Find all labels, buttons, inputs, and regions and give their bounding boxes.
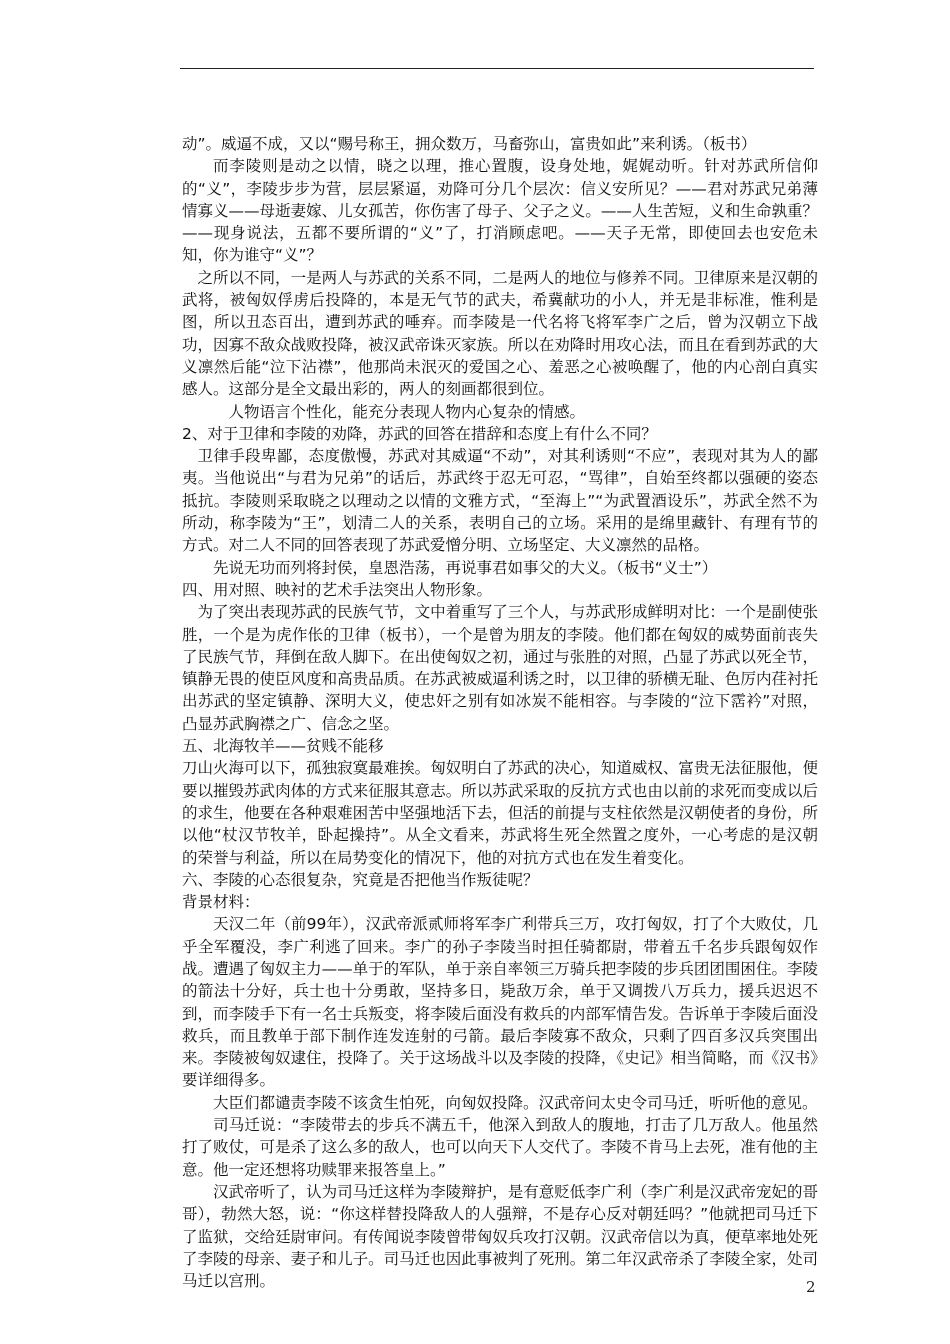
section-heading: 四、用对照、映衬的艺术手法突出人物形象。 [182,580,493,599]
background-label: 背景材料： [182,893,260,912]
paragraph: 动”。威逼不成，又以“赐号称王，拥众数万，马畜弥山，富贵如此”来利诱。（板书） [182,135,757,153]
paragraph: 汉武帝听了，认为司马迁这样为李陵辩护，是有意贬低李广利（李广利是汉武帝宠妃的哥哥），勃然大怒，说：“你这样替投降敌人的人强辩，不是存心反对朝廷吗？”他就把司马迁下了监狱，交给廷尉审问。有传闻说李陵曾带匈奴兵攻打汉朝。汉武帝信以为真，便草率地处死了李陵的母亲、妻子和儿子。司马迁也因此事被判了死刑。第二年汉武帝杀了李陵全家，处司马迁以宫刑。 [182,1182,818,1291]
page-number: 2 [806,1278,816,1296]
section-heading: 五、北海牧羊——贫贱不能移 [182,737,384,756]
question-heading: 2、对于卫律和李陵的劝降，苏武的回答在措辞和态度上有什么不同？ [182,424,657,443]
paragraph: 之所以不同，一是两人与苏武的关系不同，二是两人的地位与修养不同。卫律原来是汉朝的武将，被匈奴俘虏后投降的，本是无气节的武夫，希冀献功的小人，并无是非标准，惟利是图，所以丑态百出，遭到苏武的唾弃。而李陵是一代名将飞将军李广之后，曾为汉朝立下战功，因寡不敌众战败投降，被汉武帝诛灭家族。所以在劝降时用攻心法，而且在看到苏武的大义凛然后能“泣下沾襟”，他那尚未泯灭的爱国之心、羞恶之心被唤醒了，他的内心剖白真实感人。这部分是全文最出彩的，两人的刻画都很到位。 [182,268,818,399]
paragraph: 大臣们都谴责李陵不该贪生怕死，向匈奴投降。汉武帝问太史令司马迁，听听他的意见。 [213,1093,818,1112]
paragraph: 先说无功而列将封侯，皇恩浩荡，再说事君如事父的大义。（板书“义士”） [213,558,718,577]
body-text [182,133,818,1292]
paragraph: 刀山火海可以下，孤独寂寞最难挨。匈奴明白了苏武的决心，知道威权、富贵无法征服他，便要以摧毁苏武肉体的方式来征服其意志。所以苏武采取的反抗方式也由以前的求死而变成以后的求生，他要在各种艰难困苦中坚强地活下去，但活的前提与支柱依然是汉朝使者的身份，所以他“杖汉节牧羊，卧起操持”。从全文看来，苏武将生死全然置之度外，一心考虑的是汉朝的荣誉与利益，所以在局势变化的情况下，他的对抗方式也在发生着变化。 [182,759,818,867]
paragraph: 卫律手段卑鄙，态度傲慢，苏武对其威逼“不动”，对其利诱则“不应”，表现对其为人的鄙夷。当他说出“与君为兄弟”的话后，苏武终于忍无可忍，“骂律”，自始至终都以强硬的姿态抵抗。李陵则采取晓之以理动之以情的文雅方式，“至海上”“为武置酒设乐”，苏武全然不为所动，称李陵为“王”，划清二人的关系，表明自己的立场。采用的是绵里藏针、有理有节的方式。对二人不同的回答表现了苏武爱憎分明、立场坚定、大义凛然的品格。 [182,447,818,555]
paragraph: 人物语言个性化，能充分表现人物内心复杂的情感。 [228,402,586,421]
paragraph: 天汉二年（前99年），汉武帝派贰师将军李广利带兵三万，攻打匈奴，打了个大败仗，几乎全军覆没，李广利逃了回来。李广的孙子李陵当时担任骑都尉，带着五千名步兵跟匈奴作战。遭遇了匈奴主力——单于的军队，单于亲自率领三万骑兵把李陵的步兵团团围困住。李陵的箭法十分好，兵士也十分勇敢，坚持多日，毙敌万余，单于又调拨八万兵力，援兵迟迟不到，而李陵手下有一名士兵叛变，将李陵后面没有救兵的内部军情告发。告诉单于李陵后面没救兵，而且教单于部下制作连发连射的弓箭。最后李陵寡不敌众，只剩了四百多汉兵突围出来。李陵被匈奴逮住，投降了。关于这场战斗以及李陵的投降，《史记》相当简略，而《汉书》要详细得多。 [182,915,818,1090]
paragraph: 为了突出表现苏武的民族气节，文中着重写了三个人，与苏武形成鲜明对比：一个是副使张胜，一个是为虎作伥的卫律（板书），一个是曾为朋友的李陵。他们都在匈奴的威势面前丧失了民族气节，拜倒在敌人脚下。在出使匈奴之初，通过与张胜的对照，凸显了苏武以死全节，镇静无畏的使臣风度和高贵品质。在苏武被威逼利诱之时，以卫律的骄横无耻、色厉内荏衬托出苏武的坚定镇静、深明大义，使忠奸之别有如冰炭不能相容。与李陵的“泣下霑衿”对照，凸显苏武胸襟之广、信念之坚。 [182,603,818,733]
header-rule [180,68,814,69]
paragraph: 司马迁说：“李陵带去的步兵不满五千，他深入到敌人的腹地，打击了几万敌人。他虽然打了败仗，可是杀了这么多的敌人，也可以向天下人交代了。李陵不肯马上去死，准有他的主意。他一定还想将功赎罪来报答皇上。” [182,1116,818,1179]
section-heading: 六、李陵的心态很复杂，究竟是否把他当作叛徒呢？ [182,870,539,889]
paragraph: 而李陵则是动之以情，晓之以理，推心置腹，设身处地，娓娓动听。针对苏武所信仰的“义”，李陵步步为营，层层紧逼，劝降可分几个层次：信义安所见？——君对苏武兄弟薄情寡义——母逝妻嫁、儿女孤苦，你伤害了母子、父子之义。——人生苦短，义和生命孰重？——现身说法，五都不要所谓的“义”了，打消顾虑吧。——天子无常，即使回去也安危未知，你为谁守“义”？ [182,157,818,265]
